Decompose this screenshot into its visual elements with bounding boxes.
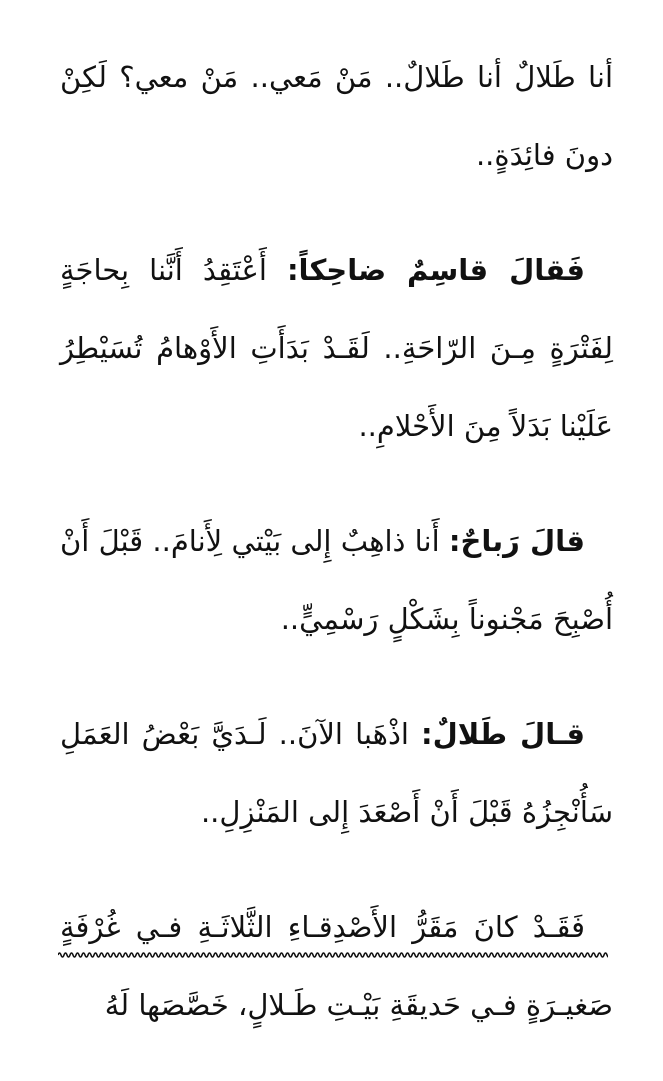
paragraph-1	[60, 38, 613, 194]
paragraph-2-speaker: فَقالَ قاسِمٌ ضاحِكاً:	[286, 253, 586, 287]
paragraph-3-speaker: قالَ رَباحٌ:	[448, 524, 586, 558]
wavy-divider	[58, 948, 608, 962]
paragraph-2	[60, 231, 613, 465]
paragraph-2-text: أَعْتَقِدُ أَنَّنا بِحاجَةٍ لِفَتْرَةٍ مِـنَ الرّاحَةِ.. لَقَـدْ بَدَأَتِ الأَوْهامُ تُسَيْطِرُ عَلَيْنا بَدَلاً مِنَ الأَحْلامِ..	[60, 253, 613, 443]
paragraph-4-speaker: قـالَ طَلالٌ:	[420, 717, 585, 751]
paragraph-3	[60, 502, 613, 658]
paragraph-5-text: فَقَـدْ كانَ مَقَرُّ الأَصْدِقـاءِ الثَّلاثَـةِ فـي غُرْفَةٍ صَغيـرَةٍ فـي حَديقَةِ بَيْـتِ طَـلالٍ، خَصَّصَها لَهُ	[60, 910, 613, 1022]
paragraph-5	[60, 888, 613, 1044]
paragraph-4	[60, 695, 613, 851]
paragraph-3-text: أَنا ذاهِبٌ إِلى بَيْتي لِأَنامَ.. قَبْلَ أَنْ أُصْبِحَ مَجْنوناً بِشَكْلٍ رَسْمِيٍّ..	[60, 524, 613, 636]
paragraph-4-text: اذْهَبا الآنَ.. لَـدَيَّ بَعْضُ العَمَلِ سَأُنْجِزُهُ قَبْلَ أَنْ أَصْعَدَ إِلى المَنْزِلِ..	[60, 717, 613, 829]
paragraph-1-text: أنا طَلالٌ أنا طَلالٌ.. مَنْ مَعي.. مَنْ معي؟ لَكِنْ دونَ فائِدَةٍ..	[60, 60, 613, 172]
story-text	[60, 38, 613, 1081]
